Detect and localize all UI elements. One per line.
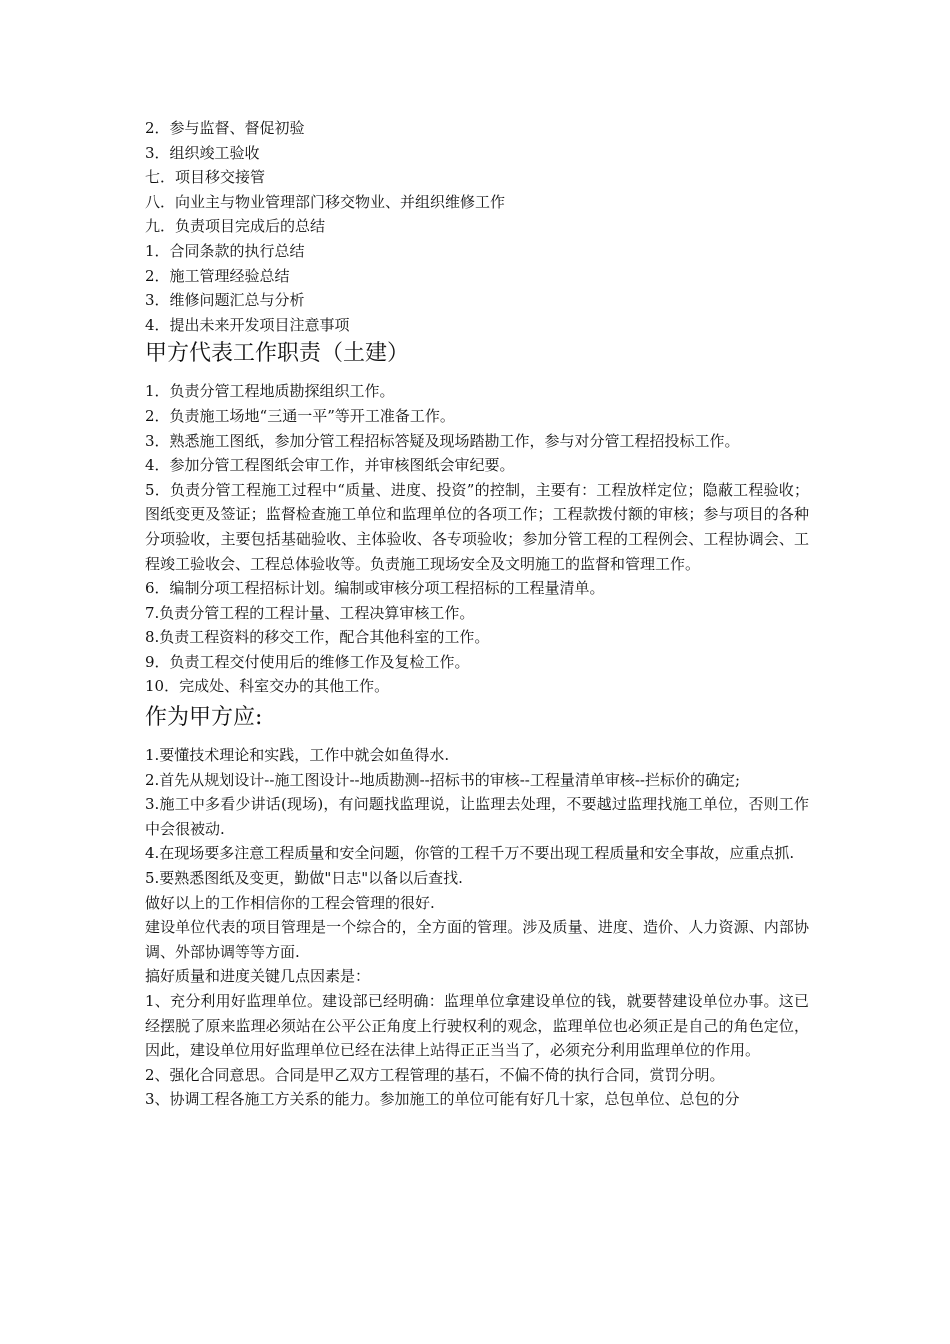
list-item: 8.负责工程资料的移交工作，配合其他科室的工作。 bbox=[145, 628, 490, 647]
list-item: 5.要熟悉图纸及变更，勤做"日志"以备以后查找. bbox=[145, 869, 463, 888]
list-item: 4．参加分管工程图纸会审工作，并审核图纸会审纪要。 bbox=[145, 456, 515, 475]
list-item: 3．维修问题汇总与分析 bbox=[145, 291, 305, 310]
list-item: 1.要懂技术理论和实践，工作中就会如鱼得水. bbox=[145, 746, 450, 765]
duties-list bbox=[145, 379, 809, 699]
section-heading-duties: 甲方代表工作职责（土建） bbox=[145, 341, 410, 367]
list-item: 九．负责项目完成后的总结 bbox=[145, 217, 326, 236]
list-item: 2、强化合同意思。合同是甲乙双方工程管理的基石，不偏不倚的执行合同，赏罚分明。 bbox=[145, 1065, 725, 1084]
section-heading-as-owner: 作为甲方应: bbox=[145, 705, 263, 731]
list-item: 建设单位代表的项目管理是一个综合的，全方面的管理。涉及质量、进度、造价、人力资源、内部协调、外部协调等等方面. bbox=[145, 918, 809, 961]
list-item: 1、充分利用好监理单位。建设部已经明确：监理单位拿建设单位的钱，就要替建设单位办事。这已经摆脱了原来监理必须站在公平公正角度上行驶权利的观念，监理单位也必须正是自己的角色定位，因此，建设单位用好监理单位已经在法律上站得正正当当了，必须充分利用监理单位的作用。 bbox=[145, 992, 809, 1060]
list-item: 4.在现场要多注意工程质量和安全问题，你管的工程千万不要出现工程质量和安全事故，应重点抓. bbox=[145, 844, 795, 863]
list-item: 3、协调工程各施工方关系的能力。参加施工的单位可能有好几十家，总包单位、总包的分 bbox=[145, 1090, 740, 1109]
list-item: 3．熟悉施工图纸，参加分管工程招标答疑及现场踏勘工作，参与对分管工程招投标工作。 bbox=[145, 431, 740, 450]
list-item: 3．组织竣工验收 bbox=[145, 143, 260, 162]
list-item: 9．负责工程交付使用后的维修工作及复检工作。 bbox=[145, 652, 470, 671]
list-item: 4．提出未来开发项目注意事项 bbox=[145, 315, 350, 334]
list-item: 1．合同条款的执行总结 bbox=[145, 241, 305, 260]
list-item: 2．施工管理经验总结 bbox=[145, 266, 290, 285]
list-item: 6．编制分项工程招标计划。编制或审核分项工程招标的工程量清单。 bbox=[145, 579, 605, 598]
list-item: 2.首先从规划设计--施工图设计--地质勘测--招标书的审核--工程量清单审核--拦标价的确定; bbox=[145, 770, 741, 789]
list-item: 搞好质量和进度关键几点因素是： bbox=[145, 967, 371, 986]
list-item: 3.施工中多看少讲话(现场)，有问题找监理说，让监理去处理，不要越过监理找施工单位，否则工作中会很被动. bbox=[145, 795, 809, 838]
list-item: 七．项目移交接管 bbox=[145, 168, 266, 187]
list-item: 2．参与监督、督促初验 bbox=[145, 119, 305, 137]
list-item: 10．完成处、科室交办的其他工作。 bbox=[145, 677, 390, 696]
list-item: 7.负责分管工程的工程计量、工程决算审核工作。 bbox=[145, 603, 475, 622]
list-item: 八．向业主与物业管理部门移交物业、并组织维修工作 bbox=[145, 192, 506, 211]
owner-advice-list bbox=[145, 743, 809, 1112]
document-page bbox=[145, 116, 809, 1112]
list-item: 做好以上的工作相信你的工程会管理的很好. bbox=[145, 893, 435, 912]
top-list bbox=[145, 116, 809, 337]
list-item: 5．负责分管工程施工过程中“质量、进度、投资”的控制，主要有：工程放样定位；隐蔽工程验收；图纸变更及签证；监督检查施工单位和监理单位的各项工作；工程款拨付额的审核；参与项目的各种分项验收，主要包括基础验收、主体验收、各专项验收；参加分管工程的工程例会、工程协调会、工程竣工验收会、工程总体验收等。负责施工现场安全及文明施工的监督和管理工作。 bbox=[145, 480, 809, 573]
list-item: 2．负责施工场地“三通一平”等开工准备工作。 bbox=[145, 406, 455, 425]
list-item: 1．负责分管工程地质勘探组织工作。 bbox=[145, 382, 395, 401]
